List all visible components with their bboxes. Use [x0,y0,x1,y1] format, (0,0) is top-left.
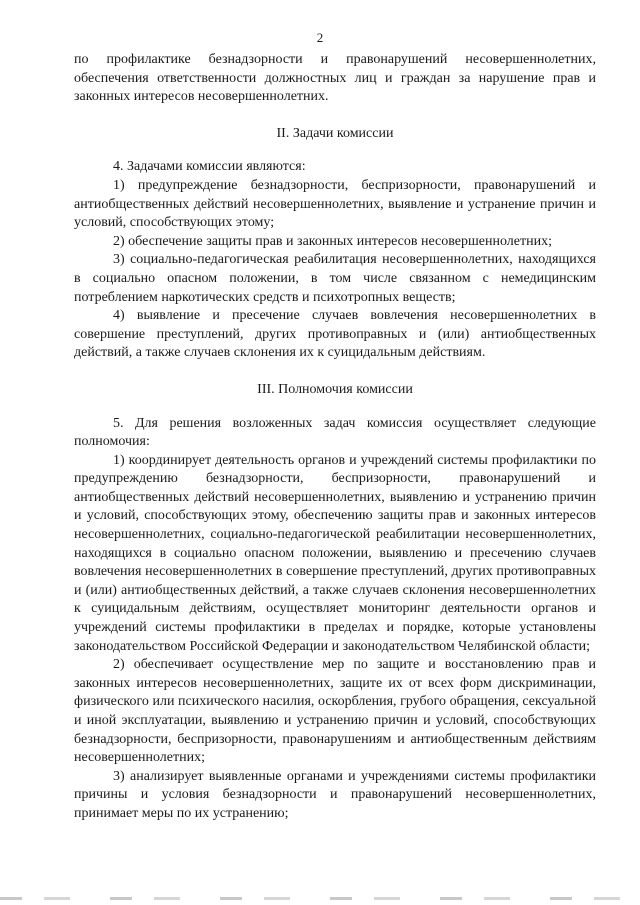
paragraph-4-item-3: 3) социально-педагогическая реабилитация несовершеннолетних, находящихся в социально опасном положении, в том числе связанном с немедицинским потреблением наркотических средств и психотропных веществ; [74,252,596,305]
document-body [74,51,596,824]
paragraph-5-item-1: 1) координирует деятельность органов и учреждений системы профилактики по предупреждению безнадзорности, беспризорности, правонарушений и антиобщественных действий несовершеннолетних, выявлению и устранению причин и условий, способствующих этому, обеспечению защиты прав и законных интересов несовершеннолетних, социально-педагогической реабилитации несовершеннолетних, находящихся в социально опасном положении, выявлению и пресечению случаев вовлечения несовершеннолетних в совершение преступлений, других противоправных и (или) антиобщественных действий, а также случаев склонения несовершеннолетних к суицидальным действиям, осуществляет мониторинг деятельности органов и учреждений системы профилактики в пределах и порядке, которые установлены законодательством Российской Федерации и законодательством Челябинской области; [74,452,596,654]
section-heading-tasks: II. Задачи комиссии [276,125,394,141]
paragraph-continuation: по профилактике безнадзорности и правонарушений несовершеннолетних, обеспечения ответственности должностных лиц и граждан за нарушение прав и законных интересов несовершеннолетних. [74,52,596,105]
paragraph-5-item-3: 3) анализирует выявленные органами и учреждениями системы профилактики причины и условия безнадзорности и правонарушений несовершеннолетних, принимает меры по их устранению; [74,768,596,821]
paragraph-4-item-4: 4) выявление и пресечение случаев вовлечения несовершеннолетних в совершение преступлений, других противоправных и (или) антиобщественных действий, а также случаев склонения их к суицидальным действиям. [74,308,596,361]
paragraph-4-item-1: 1) предупреждение безнадзорности, беспризорности, правонарушений и антиобщественных действий несовершеннолетних, выявление и устранение причин и условий, способствующих этому; [74,177,596,231]
page-number: 2 [316,30,324,45]
paragraph-5-item-2: 2) обеспечивает осуществление мер по защите и восстановлению прав и законных интересов несовершеннолетних, защите их от всех форм дискриминации, физического или психического насилия, оскорбления, грубого обращения, сексуальной и иной эксплуатации, выявлению и устранению причин и условий, способствующих безнадзорности, беспризорности, правонарушениям и антиобщественным действиям несовершеннолетних; [74,657,596,766]
paragraph-5: 5. Для решения возложенных задач комиссия осуществляет следующие полномочия: [74,415,596,450]
section-heading-powers: III. Полномочия комиссии [257,381,413,397]
paragraph-4: 4. Задачами комиссии являются: [113,159,306,175]
scan-edge-artifact [0,897,640,900]
paragraph-4-item-2: 2) обеспечение защиты прав и законных интересов несовершеннолетних; [113,233,552,249]
